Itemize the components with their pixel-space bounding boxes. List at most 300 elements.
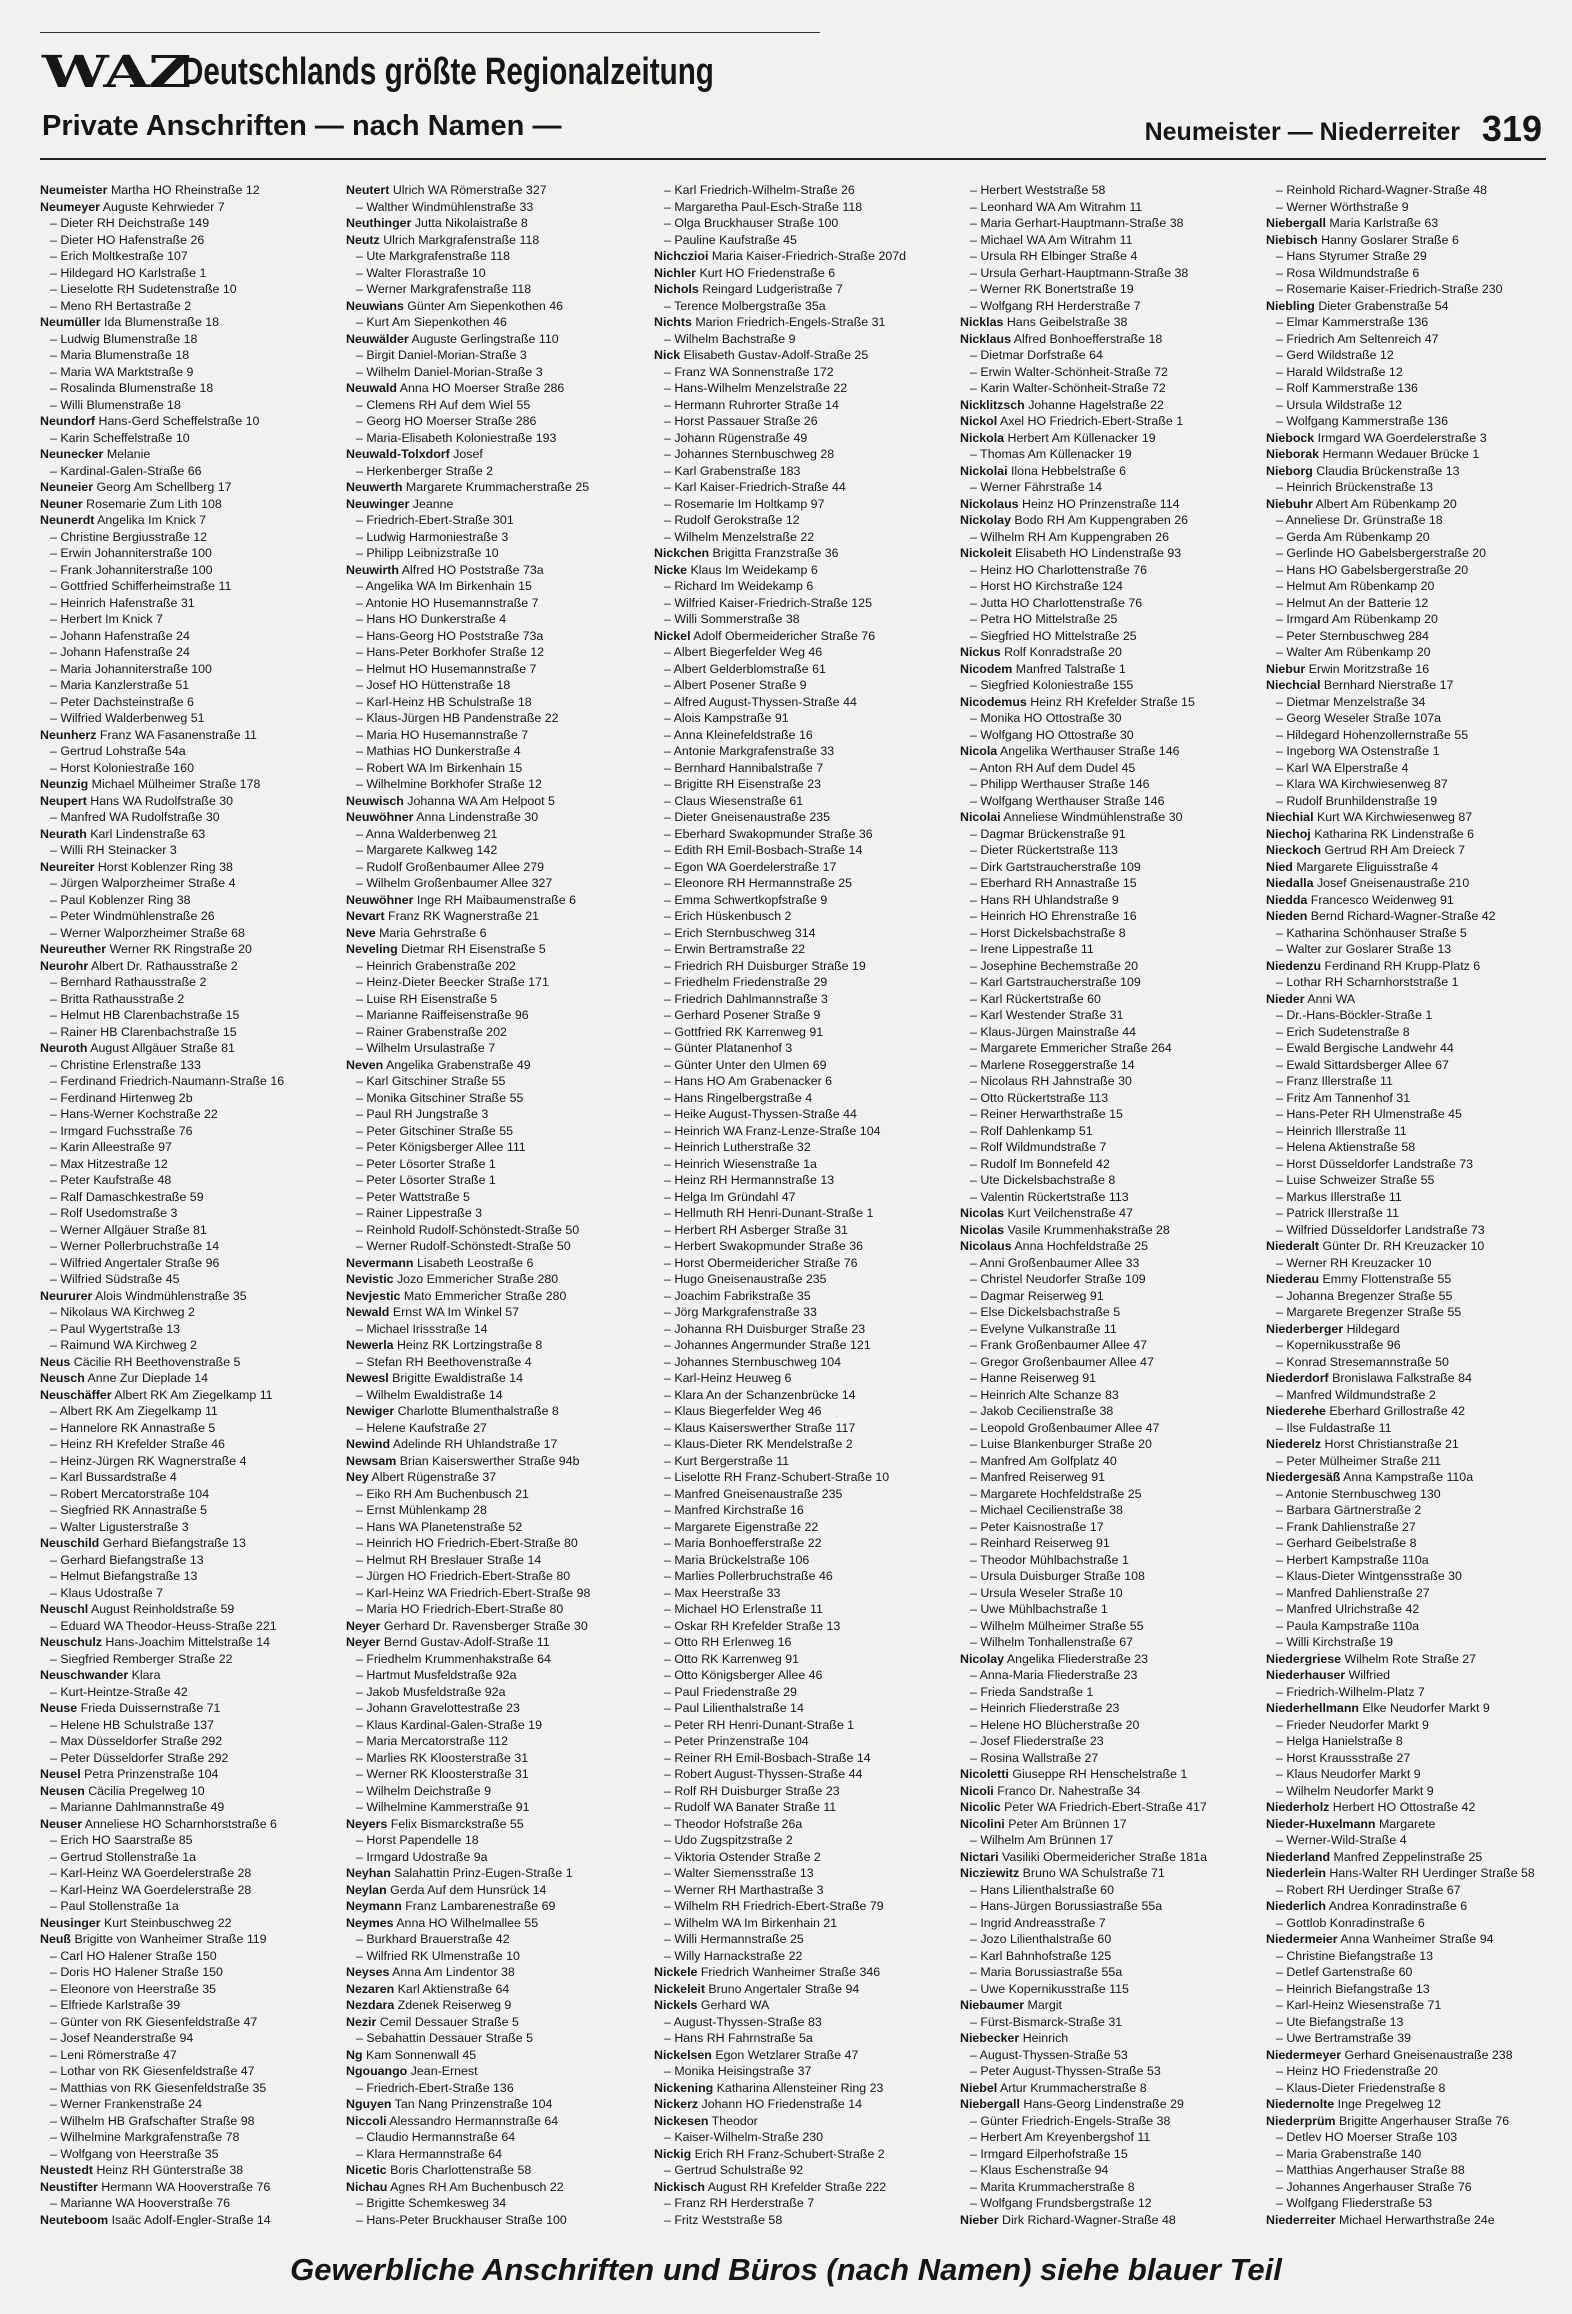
list-entry — [346, 397, 624, 414]
entry-text: Herbert Am Küllenacker 19 — [1007, 430, 1156, 445]
entry-text: Udo Zugspitzstraße 2 — [674, 1833, 793, 1847]
entry-text: Ewald Bergische Landwehr 44 — [1286, 1041, 1454, 1055]
list-entry — [346, 611, 624, 628]
surname: Niederhellmann — [1266, 1701, 1359, 1715]
surname: Nieborak — [1266, 447, 1320, 461]
list-entry — [346, 859, 624, 876]
list-entry — [1266, 1733, 1556, 1750]
entry-text: Hans-Peter Borkhofer Straße 12 — [366, 645, 545, 659]
entry-text: Konrad Stresemannstraße 50 — [1286, 1354, 1449, 1369]
entry-text: Ulrich WA Römerstraße 327 — [392, 183, 547, 197]
entry-text: Isaäc Adolf-Engler-Straße 14 — [111, 2212, 271, 2227]
list-entry — [654, 364, 932, 381]
entry-text: Helmut An der Batterie 12 — [1286, 595, 1429, 610]
entry-text: Albert Am Rübenkamp 20 — [1315, 496, 1457, 511]
entry-text: Reinhold Rudolf-Schönstedt-Straße 50 — [366, 1222, 580, 1237]
list-entry — [346, 2014, 624, 2031]
entry-text: Helene HB Schulstraße 137 — [60, 1717, 214, 1732]
list-entry — [1266, 974, 1556, 991]
list-entry — [40, 1733, 318, 1750]
entry-text: Wilfried Walderbenweg 51 — [60, 711, 205, 725]
list-entry — [40, 958, 318, 975]
entry-text: Willi Sommerstraße 38 — [674, 612, 800, 626]
list-entry — [346, 908, 624, 925]
list-entry — [654, 991, 932, 1008]
list-entry — [40, 578, 318, 595]
entry-text: Horst HO Kirchstraße 124 — [980, 579, 1123, 593]
list-entry — [960, 1882, 1238, 1899]
entry-text: Wilhelm WA Im Birkenhain 21 — [674, 1915, 838, 1930]
entry-text: Karl Gartstraucherstraße 109 — [980, 975, 1141, 989]
list-entry — [960, 1123, 1238, 1140]
entry-text: Hildegard — [1346, 1321, 1400, 1336]
list-entry — [346, 595, 624, 612]
surname: Neuwöhner — [346, 892, 414, 907]
surname: Niebling — [1266, 298, 1315, 313]
entry-text: Gerd Wildstraße 12 — [1286, 348, 1394, 362]
list-entry — [1266, 793, 1556, 810]
entry-text: Bruno WA Schulstraße 71 — [1022, 1866, 1165, 1880]
list-entry — [960, 2096, 1238, 2113]
entry-text: Irene Lippestraße 11 — [980, 942, 1094, 956]
list-entry — [654, 1040, 932, 1057]
entry-text: Frieder Neudorfer Markt 9 — [1286, 1717, 1429, 1732]
surname: Newesl — [346, 1371, 389, 1385]
list-entry — [1266, 2096, 1556, 2113]
surname: Niedda — [1266, 892, 1308, 907]
entry-text: Klaus-Jürgen Mainstraße 44 — [980, 1024, 1136, 1039]
entry-text: Hans RH Fahrnstraße 5a — [674, 2031, 813, 2045]
list-entry — [346, 1106, 624, 1123]
surname: Neusinger — [40, 1915, 101, 1930]
list-entry — [346, 1717, 624, 1734]
entry-text: Margarete — [1378, 1816, 1436, 1831]
entry-text: Peter Lösorter Straße 1 — [366, 1173, 496, 1187]
entry-text: Wilhelm Am Brünnen 17 — [980, 1833, 1114, 1847]
surname: Nichols — [654, 282, 699, 296]
list-entry — [346, 281, 624, 298]
entry-text: Auguste Kehrwieder 7 — [102, 199, 225, 214]
entry-text: Erwin Johanniterstraße 100 — [60, 546, 212, 560]
entry-text: Wilfried Südstraße 45 — [60, 1272, 180, 1286]
entry-text: Manfred Reiserweg 91 — [980, 1470, 1106, 1484]
list-entry — [346, 1865, 624, 1882]
entry-text: Lothar von RK Giesenfeldstraße 47 — [60, 2064, 255, 2078]
entry-text: Otto RK Karrenweg 91 — [674, 1651, 800, 1666]
entry-text: Johann Hafenstraße 24 — [60, 628, 190, 643]
surname: Nieden — [1266, 909, 1308, 923]
list-entry — [1266, 1618, 1556, 1635]
list-entry — [654, 1337, 932, 1354]
entry-text: Walter Ligusterstraße 3 — [60, 1519, 189, 1534]
entry-text: Manfred Gneisenaustraße 235 — [674, 1486, 843, 1501]
entry-text: Wilhelm Bachstraße 9 — [674, 331, 796, 346]
entry-text: Georg Am Schellberg 17 — [96, 480, 232, 494]
surname: Neuser — [40, 1816, 83, 1831]
entry-text: Klaus Eschenstraße 94 — [980, 2163, 1109, 2177]
list-entry — [40, 1040, 318, 1057]
entry-text: Albert RK Am Ziegelkamp 11 — [59, 1404, 218, 1418]
entry-text: Karl-Heinz WA Goerdelerstraße 28 — [60, 1882, 252, 1897]
list-entry — [1266, 1766, 1556, 1783]
surname: Nieckoch — [1266, 843, 1322, 857]
entry-text: Herbert RH Asberger Straße 31 — [674, 1222, 848, 1237]
list-entry — [654, 1667, 932, 1684]
entry-text: Werner RK Kloosterstraße 31 — [366, 1767, 529, 1781]
entry-text: Jörg Markgrafenstraße 33 — [674, 1305, 817, 1319]
entry-text: Wilfried Angertaler Straße 96 — [60, 1255, 220, 1270]
entry-text: Wilfried Kaiser-Friedrich-Straße 125 — [674, 595, 872, 610]
entry-text: Uwe Bertramstraße 39 — [1286, 2031, 1411, 2045]
entry-text: Willi RH Steinacker 3 — [60, 843, 177, 857]
entry-text: Melanie — [106, 447, 151, 461]
entry-text: Helmut RH Breslauer Straße 14 — [366, 1552, 542, 1567]
entry-text: Jean-Ernest — [410, 2064, 478, 2078]
list-entry — [40, 215, 318, 232]
entry-text: Maria Karlstraße 63 — [1329, 216, 1439, 230]
list-entry — [654, 1717, 932, 1734]
surname: Nicklaus — [960, 331, 1011, 346]
surname: Niedalla — [1266, 876, 1314, 890]
list-entry — [960, 265, 1238, 282]
list-entry — [40, 859, 318, 876]
entry-text: Paul RH Jungstraße 3 — [366, 1107, 489, 1121]
list-entry — [346, 2096, 624, 2113]
entry-text: Dagmar Brückenstraße 91 — [980, 826, 1126, 841]
list-entry — [346, 1403, 624, 1420]
list-entry — [654, 661, 932, 678]
surname: Nicodem — [960, 661, 1013, 676]
entry-text: August Reinholdstraße 59 — [90, 1602, 235, 1616]
entry-text: Wilfried RK Ulmenstraße 10 — [366, 1948, 520, 1963]
list-entry — [654, 743, 932, 760]
list-entry — [1266, 1502, 1556, 1519]
list-entry — [1266, 1255, 1556, 1272]
list-entry — [346, 677, 624, 694]
entry-text: Karl Rückertstraße 60 — [980, 991, 1101, 1006]
entry-text: Meno RH Bertastraße 2 — [60, 298, 192, 313]
entry-text: Helmut Am Rübenkamp 20 — [1286, 579, 1435, 593]
entry-text: Petra Prinzenstraße 104 — [84, 1767, 219, 1781]
entry-text: Anna Wanheimer Straße 94 — [1340, 1932, 1494, 1946]
entry-text: Bruno Angertaler Straße 94 — [708, 1981, 860, 1996]
list-entry — [1266, 941, 1556, 958]
entry-text: Sebahattin Dessauer Straße 5 — [366, 2031, 534, 2045]
entry-text: Manfred Dahlienstraße 27 — [1286, 1585, 1430, 1600]
entry-text: Walter Siemensstraße 13 — [674, 1866, 814, 1880]
entry-text: Maria Mercatorstraße 112 — [366, 1734, 508, 1748]
list-entry — [960, 446, 1238, 463]
list-entry — [1266, 809, 1556, 826]
list-entry — [40, 1964, 318, 1981]
list-entry — [960, 1403, 1238, 1420]
list-entry — [1266, 2146, 1556, 2163]
entry-text: Erwin Walter-Schönheit-Straße 72 — [980, 364, 1168, 379]
entry-text: Heinrich HO Friedrich-Ebert-Straße 80 — [366, 1536, 578, 1550]
surname: Neuwald-Tolxdorf — [346, 447, 450, 461]
entry-text: Hugo Gneisenaustraße 235 — [674, 1272, 827, 1286]
entry-text: Gerhard Biefangstraße 13 — [102, 1536, 246, 1550]
list-entry — [40, 1898, 318, 1915]
list-entry — [960, 595, 1238, 612]
surname: Neurath — [40, 826, 87, 841]
list-entry — [346, 1601, 624, 1618]
list-entry — [40, 1123, 318, 1140]
list-entry — [40, 644, 318, 661]
list-entry — [960, 1849, 1238, 1866]
surname: Niedermeier — [1266, 1932, 1338, 1946]
entry-text: Matthias von RK Giesenfeldstraße 35 — [60, 2080, 267, 2095]
list-entry — [654, 529, 932, 546]
entry-text: Herbert Swakopmunder Straße 36 — [674, 1239, 864, 1253]
list-entry — [346, 710, 624, 727]
entry-text: Alessandro Hermannstraße 64 — [389, 2113, 559, 2128]
list-entry — [960, 1172, 1238, 1189]
list-entry — [654, 1106, 932, 1123]
surname: Nicola — [960, 744, 998, 758]
entry-text: Dagmar Reiserweg 91 — [980, 1288, 1104, 1303]
list-entry — [1266, 1420, 1556, 1437]
list-entry — [40, 875, 318, 892]
surname: Nicoli — [960, 1783, 994, 1798]
entry-text: Gertrud RH Am Dreieck 7 — [1324, 843, 1466, 857]
list-entry — [960, 628, 1238, 645]
list-entry — [654, 1783, 932, 1800]
list-entry — [1266, 1568, 1556, 1585]
entry-text: Rainer Lippestraße 3 — [366, 1206, 483, 1220]
list-entry — [654, 2195, 932, 2212]
entry-text: Manfred Kirchstraße 16 — [674, 1503, 804, 1517]
list-entry — [346, 446, 624, 463]
list-entry — [40, 1387, 318, 1404]
list-entry — [654, 2146, 932, 2163]
entry-text: Maria WA Marktstraße 9 — [60, 364, 194, 379]
entry-text: Rolf RH Duisburger Straße 23 — [674, 1783, 840, 1798]
list-entry — [960, 1799, 1238, 1816]
entry-text: Werner Allgäuer Straße 81 — [60, 1222, 207, 1237]
list-entry — [40, 710, 318, 727]
entry-text: Kurt Am Siepenkothen 46 — [366, 315, 507, 329]
entry-text: Angelika WA Im Birkenhain 15 — [365, 579, 532, 593]
entry-text: Leopold Großenbaumer Allee 47 — [980, 1420, 1160, 1435]
surname: Neveling — [346, 942, 398, 956]
entry-text: Otto RH Erlenweg 16 — [674, 1635, 792, 1649]
list-entry — [960, 842, 1238, 859]
entry-text: Marianne WA Hooverstraße 76 — [60, 2196, 230, 2210]
entry-text: Klaus Udostraße 7 — [60, 1585, 163, 1600]
list-entry — [1266, 1931, 1556, 1948]
entry-text: Klaus-Jürgen HB Pandenstraße 22 — [366, 711, 559, 725]
entry-text: Olga Bruckhauser Straße 100 — [674, 216, 839, 230]
list-entry — [1266, 842, 1556, 859]
entry-text: Manfred WA Rudolfstraße 30 — [60, 810, 220, 824]
list-entry — [654, 1651, 932, 1668]
entry-text: Werner RH Marthastraße 3 — [674, 1882, 824, 1897]
entry-text: Marlene Roseggerstraße 14 — [980, 1057, 1135, 1072]
list-entry — [40, 281, 318, 298]
entry-text: Frank Johanniterstraße 100 — [60, 562, 213, 577]
surname: Niederland — [1266, 1849, 1331, 1864]
entry-text: Dieter RH Deichstraße 149 — [60, 216, 210, 230]
entry-text: Antonie Markgrafenstraße 33 — [673, 744, 835, 758]
header-rule — [40, 158, 1546, 160]
entry-text: Rainer HB Clarenbachstraße 15 — [60, 1024, 237, 1039]
entry-text: Christine Bergiusstraße 12 — [60, 529, 208, 544]
entry-text: Johann HO Friedenstraße 14 — [701, 2097, 863, 2111]
list-entry — [346, 215, 624, 232]
list-entry — [346, 364, 624, 381]
list-entry — [1266, 1964, 1556, 1981]
list-entry — [346, 1700, 624, 1717]
list-entry — [960, 1024, 1238, 1041]
surname: Nickol — [960, 414, 998, 428]
surname: Newiger — [346, 1404, 395, 1418]
list-entry — [346, 413, 624, 430]
list-entry — [960, 875, 1238, 892]
list-entry — [960, 430, 1238, 447]
name-range: Neumeister — Niederreiter — [1144, 118, 1460, 146]
entry-text: Dirk Richard-Wagner-Straße 48 — [1002, 2212, 1176, 2227]
list-entry — [1266, 2063, 1556, 2080]
list-entry — [960, 1040, 1238, 1057]
surname: Niedernolte — [1266, 2097, 1335, 2111]
entry-text: Katharina Allensteiner Ring 23 — [716, 2080, 884, 2095]
entry-text: Heinz-Dieter Beecker Straße 171 — [366, 975, 549, 989]
surname: Nicklas — [960, 315, 1004, 329]
entry-text: Erich HO Saarstraße 85 — [60, 1833, 193, 1847]
entry-text: Rolf Usedomstraße 3 — [60, 1206, 178, 1220]
entry-text: Ilse Fuldastraße 11 — [1286, 1420, 1392, 1435]
entry-text: Bodo RH Am Kuppengraben 26 — [1014, 513, 1189, 527]
list-entry — [1266, 182, 1556, 199]
list-entry — [1266, 628, 1556, 645]
list-entry — [1266, 1139, 1556, 1156]
list-entry — [40, 1057, 318, 1074]
surname: Neumeyer — [40, 199, 100, 214]
list-entry — [40, 1205, 318, 1222]
list-entry — [654, 1849, 932, 1866]
entry-text: Egon Wetzlarer Straße 47 — [715, 2047, 859, 2062]
list-entry — [654, 347, 932, 364]
entry-text: Margarete Hochfeldstraße 25 — [980, 1486, 1142, 1501]
entry-text: Nikolaus WA Kirchweg 2 — [60, 1305, 195, 1319]
list-entry — [654, 1024, 932, 1041]
list-entry — [960, 1915, 1238, 1932]
list-entry — [1266, 1997, 1556, 2014]
list-entry — [1266, 776, 1556, 793]
entry-text: Helene Kaufstraße 27 — [366, 1420, 487, 1435]
list-entry — [960, 611, 1238, 628]
entry-text: Hanne Reiserweg 91 — [980, 1371, 1097, 1385]
list-entry — [960, 1997, 1238, 2014]
list-entry — [654, 1733, 932, 1750]
entry-text: Josef HO Hüttenstraße 18 — [366, 678, 511, 692]
surname: Nichts — [654, 315, 692, 329]
surname: Niebaumer — [960, 1998, 1025, 2012]
entry-text: Robert August-Thyssen-Straße 44 — [674, 1767, 863, 1781]
list-entry — [654, 875, 932, 892]
entry-text: Walter Am Rübenkamp 20 — [1286, 645, 1431, 659]
entry-text: Heinrich Lutherstraße 32 — [674, 1140, 811, 1154]
list-entry — [1266, 1057, 1556, 1074]
entry-text: Wolfgang RH Herderstraße 7 — [980, 298, 1141, 313]
entry-text: Margarete Eliguisstraße 4 — [1296, 859, 1439, 874]
list-entry — [960, 1552, 1238, 1569]
list-entry — [654, 1684, 932, 1701]
entry-text: Margarete Krummacherstraße 25 — [405, 480, 590, 494]
entry-text: Karl Bahnhofstraße 125 — [980, 1948, 1112, 1963]
entry-text: Klara An der Schanzenbrücke 14 — [674, 1387, 856, 1402]
entry-text: Hartmut Musfeldstraße 92a — [366, 1668, 517, 1682]
list-entry — [40, 2047, 318, 2064]
section-title: Private Anschriften — nach Namen — — [42, 110, 562, 142]
list-entry — [346, 529, 624, 546]
entry-text: Anne Zur Dieplade 14 — [87, 1371, 209, 1385]
entry-text: Detlev HO Moerser Straße 103 — [1286, 2130, 1458, 2144]
list-entry — [40, 1618, 318, 1635]
entry-text: Zdenek Reiserweg 9 — [397, 1998, 512, 2012]
list-entry — [346, 2146, 624, 2163]
surname: Nickchen — [654, 546, 710, 560]
entry-text: Wilhelm Deichstraße 9 — [366, 1783, 491, 1798]
surname: Nickola — [960, 430, 1005, 445]
list-entry — [346, 1040, 624, 1057]
entry-text: Siegfried RK Annastraße 5 — [60, 1503, 208, 1517]
surname: Neutert — [346, 183, 390, 197]
entry-text: Manfred Ulrichstraße 42 — [1286, 1602, 1420, 1616]
entry-text: Gerhard Geibelstraße 8 — [1286, 1536, 1417, 1550]
entry-text: Dieter Gneisenaustraße 235 — [674, 810, 831, 824]
entry-text: Barbara Gärtnerstraße 2 — [1286, 1503, 1422, 1517]
list-entry — [1266, 298, 1556, 315]
list-entry — [960, 496, 1238, 513]
entry-text: Alfred August-Thyssen-Straße 44 — [673, 694, 857, 709]
entry-text: Reinhard Reiserweg 91 — [980, 1536, 1110, 1550]
entry-text: Hans HO Gabelsbergerstraße 20 — [1286, 562, 1469, 577]
surname: Nichler — [654, 265, 697, 280]
list-entry — [654, 842, 932, 859]
list-entry — [40, 1370, 318, 1387]
entry-text: Ferdinand Friedrich-Naumann-Straße 16 — [60, 1074, 285, 1088]
entry-text: Josef Gneisenaustraße 210 — [1316, 876, 1470, 890]
entry-text: Johannes Angermunder Straße 121 — [674, 1338, 871, 1352]
entry-text: Werner Markgrafenstraße 118 — [366, 282, 532, 296]
list-entry — [654, 793, 932, 810]
list-entry — [40, 611, 318, 628]
entry-text: Karl Grabenstraße 183 — [674, 463, 801, 478]
entry-text: Katharina RK Lindenstraße 6 — [1314, 826, 1475, 841]
list-entry — [346, 314, 624, 331]
surname: Niederdorf — [1266, 1371, 1329, 1385]
entry-text: Michael HO Erlenstraße 11 — [674, 1602, 823, 1616]
list-entry — [346, 1618, 624, 1635]
list-entry — [40, 842, 318, 859]
list-entry — [960, 248, 1238, 265]
entry-text: Ludwig Harmoniestraße 3 — [366, 529, 509, 544]
list-entry — [960, 908, 1238, 925]
surname: Nevart — [346, 909, 385, 923]
entry-text: Heinz RH Krefelder Straße 15 — [1030, 694, 1195, 709]
list-entry — [1266, 958, 1556, 975]
list-entry — [346, 1766, 624, 1783]
list-entry — [960, 1420, 1238, 1437]
list-entry — [960, 1189, 1238, 1206]
list-entry — [40, 1453, 318, 1470]
entry-text: Pauline Kaufstraße 45 — [674, 232, 797, 247]
entry-text: Georg HO Moerser Straße 286 — [366, 414, 537, 428]
list-entry — [654, 1304, 932, 1321]
list-entry — [960, 380, 1238, 397]
